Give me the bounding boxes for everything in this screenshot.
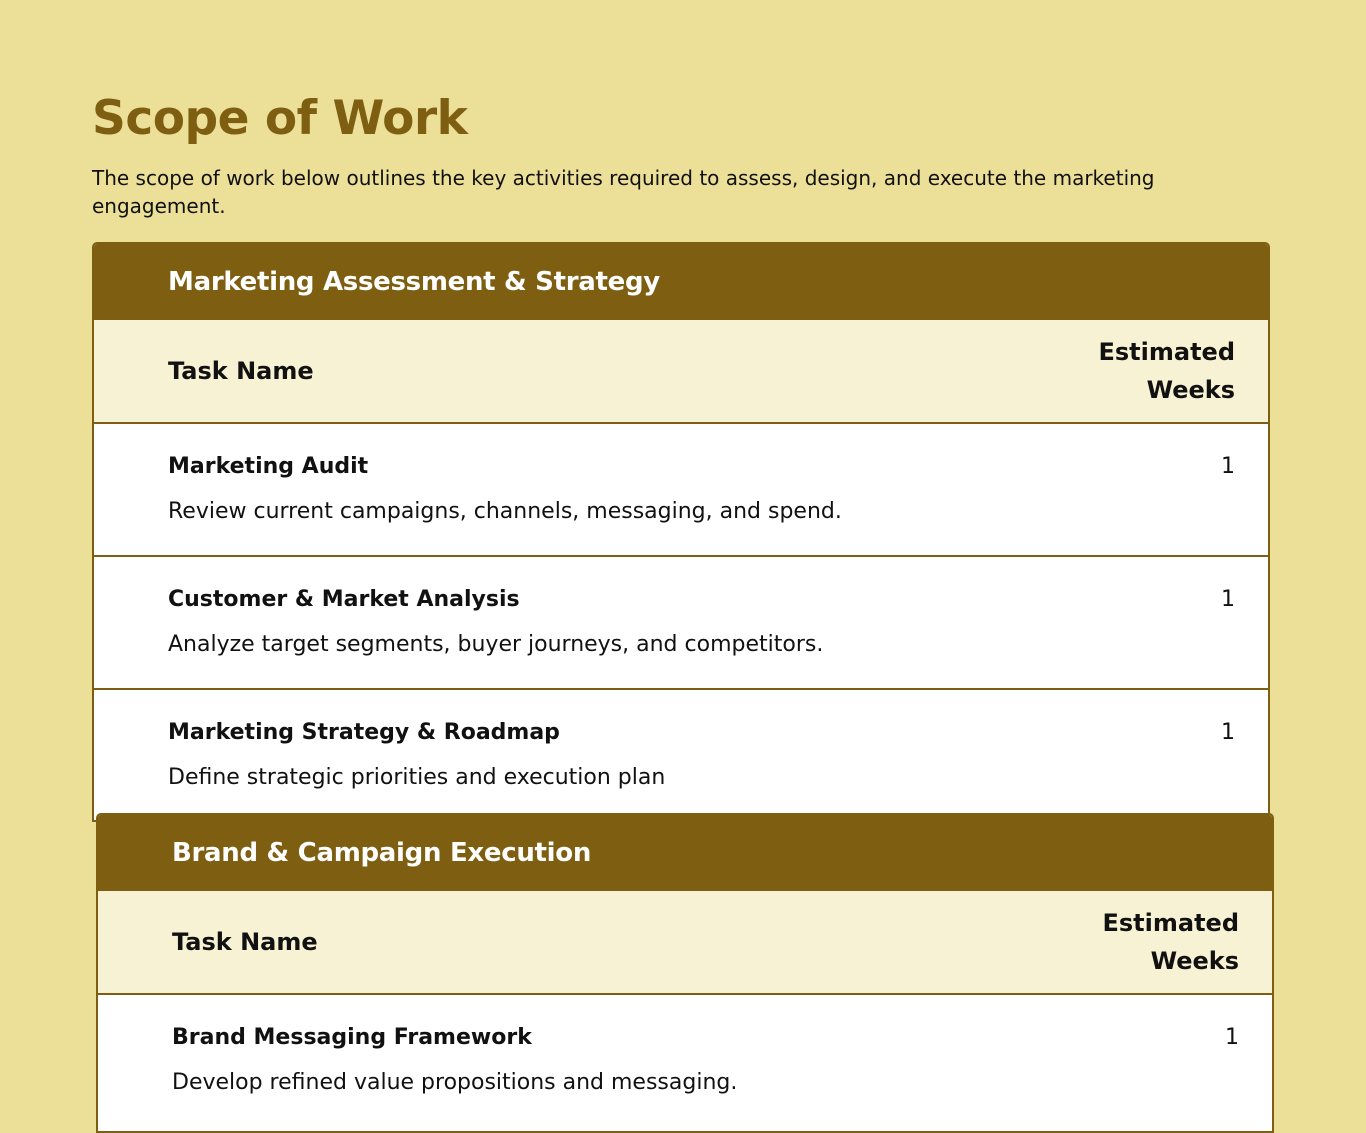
task-weeks: 1 <box>1221 454 1235 479</box>
task-description: Analyze target segments, buyer journeys, and competitors. <box>168 632 824 657</box>
table-row <box>94 424 1268 557</box>
task-weeks: 1 <box>1221 587 1235 612</box>
table-row <box>94 690 1268 822</box>
column-header-task-name: Task Name <box>172 928 318 956</box>
table-row <box>94 557 1268 690</box>
column-header-estimated-weeks: Estimated Weeks <box>1102 909 1239 975</box>
section-marketing-assessment <box>92 242 1270 822</box>
table-header-row <box>98 891 1272 995</box>
section-header <box>94 244 1268 320</box>
task-weeks: 1 <box>1225 1025 1239 1050</box>
task-weeks: 1 <box>1221 720 1235 745</box>
task-name: Marketing Strategy & Roadmap <box>168 720 560 745</box>
task-description: Develop refined value propositions and messaging. <box>172 1070 738 1095</box>
table-row <box>98 995 1272 1128</box>
task-name: Brand Messaging Framework <box>172 1025 532 1050</box>
section-title: Marketing Assessment & Strategy <box>168 267 660 297</box>
section-header <box>98 815 1272 891</box>
intro-text: The scope of work below outlines the key activities required to assess, design, and execute the marketing engagement. <box>92 166 1155 218</box>
section-brand-campaign <box>96 813 1274 1133</box>
task-name: Marketing Audit <box>168 454 369 479</box>
page-title: Scope of Work <box>92 91 468 146</box>
column-header-estimated-weeks: Estimated Weeks <box>1098 338 1235 404</box>
table-header-row <box>94 320 1268 424</box>
task-description: Define strategic priorities and execution plan <box>168 765 666 790</box>
task-name: Customer & Market Analysis <box>168 587 520 612</box>
section-title: Brand & Campaign Execution <box>172 838 592 868</box>
task-description: Review current campaigns, channels, messaging, and spend. <box>168 499 842 524</box>
column-header-task-name: Task Name <box>168 357 314 385</box>
